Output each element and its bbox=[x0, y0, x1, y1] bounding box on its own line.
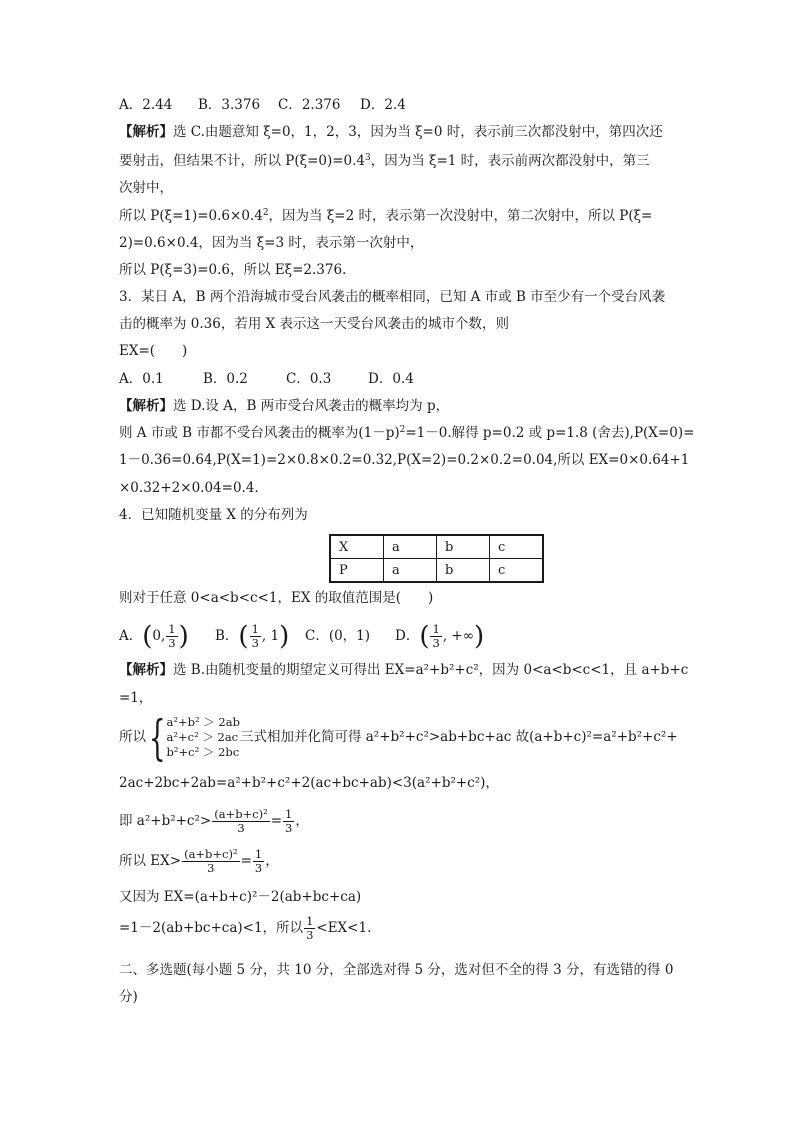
q4-option-c: C．(0，1) bbox=[305, 628, 371, 644]
table-cell: a bbox=[384, 559, 437, 583]
q2-option-d: D．2.4 bbox=[360, 97, 406, 113]
q2-solution-line-6: 所以 P(ξ=3)=0.6，所以 Eξ=2.376. bbox=[119, 262, 347, 278]
q4-solution-label: 【解析】 bbox=[119, 662, 173, 678]
q2-option-b: B．3.376 bbox=[198, 97, 261, 113]
q4-solution-line-8: =1－2(ab+bc+ca)<1，所以 $\frac{1}{3}$ <EX<1. bbox=[119, 914, 372, 942]
section-2-heading-line-2: 分) bbox=[119, 989, 138, 1005]
q2-option-a: A．2.44 bbox=[119, 97, 173, 113]
q4-solution-line-2: =1， bbox=[119, 690, 153, 706]
q3-option-a: A．0.1 bbox=[119, 371, 164, 387]
q2-solution-line-3: 次射中， bbox=[119, 180, 173, 196]
q4-solution-line-3: 所以 { a²+b² ＞ 2ab a²+c² ＞ 2ac b²+c² ＞ 2bc 三式相加并化简可得 a²+b²+c²>ab+bc+ac 故(a+b+c)²=a²+b²+c²+ bbox=[119, 709, 678, 766]
q3-option-d: D．0.4 bbox=[368, 371, 414, 387]
q4-solution-line-6: 所以 EX> $\frac{\text{(a+b+c)²}}{3}$ = $\frac{1}{3}$ ， bbox=[119, 847, 279, 875]
q3-stem-line-2: 击的概率为 0.36，若用 X 表示这一天受台风袭击的城市个数，则 bbox=[119, 316, 510, 332]
q4-option-d: D．( $\frac{1}{3}$ , +∞) bbox=[395, 621, 485, 652]
q4-stem: 4．已知随机变量 X 的分布列为 bbox=[119, 507, 308, 523]
q3-option-c: C．0.3 bbox=[286, 371, 332, 387]
inequality-system: { a²+b² ＞ 2ab a²+c² ＞ 2ac b²+c² ＞ 2bc bbox=[148, 709, 240, 766]
q4-option-b: B．( $\frac{1}{3}$ , 1) bbox=[215, 621, 290, 652]
q4-options bbox=[119, 623, 484, 650]
q2-solution-line-5: 2)=0.6×0.4，因为当 ξ=3 时，表示第一次射中， bbox=[119, 235, 424, 251]
q2-solution-line-2: 要射击，但结果不计，所以 $P(\xi=0)=0.4^3$，因为当 ξ=1 时，表示前两次都没射中，第三 bbox=[119, 153, 650, 169]
q3-solution-label: 【解析】 bbox=[119, 398, 173, 414]
q3-stem-line-3: EX=( ) bbox=[119, 343, 188, 359]
table-cell: c bbox=[490, 559, 544, 583]
q3-option-b: B．0.2 bbox=[203, 371, 248, 387]
q4-condition: 则对于任意 0<a<b<c<1，EX 的取值范围是( ) bbox=[119, 590, 434, 606]
q2-option-c: C．2.376 bbox=[278, 97, 341, 113]
q3-stem-line-1: 3．某日 A，B 两个沿海城市受台风袭击的概率相同，已知 A 市或 B 市至少有一个受台风袭 bbox=[119, 289, 666, 305]
q3-options bbox=[119, 369, 414, 389]
table-cell: P bbox=[330, 559, 384, 583]
q3-solution-line-3: 1－0.36=0.64,P(X=1)=2×0.8×0.2=0.32,P(X=2)=0.2×0.2=0.04,所以 EX=0×0.64+1 bbox=[119, 452, 690, 468]
table-cell: b bbox=[437, 559, 490, 583]
section-2-heading-line-1: 二、多选题(每小题 5 分，共 10 分，全部选对得 5 分，选对但不全的得 3 分，有选错的得 0 bbox=[119, 962, 674, 978]
q4-solution-line-1: 【解析】选 B.由随机变量的期望定义可得出 EX=a²+b²+c²，因为 0<a<b<c<1，且 a+b+c bbox=[119, 662, 689, 678]
q4-solution-line-5: 即 a²+b²+c²> $\frac{\text{(a+b+c)²}}{3}$ = $\frac{1}{3}$ ， bbox=[119, 807, 309, 835]
q3-solution-line-4: ×0.32+2×0.04=0.4. bbox=[119, 480, 259, 496]
table-cell: b bbox=[437, 535, 490, 559]
q2-options bbox=[119, 95, 406, 115]
table-cell: a bbox=[384, 535, 437, 559]
q4-option-a: A．(0, $\frac{1}{3}$ ) bbox=[119, 621, 189, 652]
q2-solution-line-4: 所以 $P(\xi=1)=0.6\times 0.4^2$，因为当 ξ=2 时，表示第一次没射中，第二次射中，所以 P(ξ= bbox=[119, 208, 653, 224]
table-cell: c bbox=[490, 535, 544, 559]
q4-solution-line-4: 2ac+2bc+2ab=a²+b²+c²+2(ac+bc+ab)<3(a²+b²+c²)， bbox=[119, 775, 499, 791]
distribution-table bbox=[329, 534, 544, 583]
q2-solution-line-1: 【解析】选 C.由题意知 ξ=0，1，2，3，因为当 ξ=0 时，表示前三次都没射中，第四次还 bbox=[119, 124, 663, 140]
q3-solution-line-2: 则 A 市或 B 市都不受台风袭击的概率为$(1-p)^2=1-0$.解得 p=0.2 或 p=1.8 (舍去),P(X=0)= bbox=[119, 425, 695, 441]
table-row bbox=[330, 559, 543, 583]
table-row bbox=[330, 535, 543, 559]
q4-solution-line-7: 又因为 EX=(a+b+c)²－2(ab+bc+ca) bbox=[119, 889, 362, 905]
q3-solution-line-1: 【解析】选 D.设 A，B 两市受台风袭击的概率均为 p， bbox=[119, 398, 450, 414]
table-cell: X bbox=[330, 535, 384, 559]
q2-solution-label: 【解析】 bbox=[119, 124, 173, 140]
